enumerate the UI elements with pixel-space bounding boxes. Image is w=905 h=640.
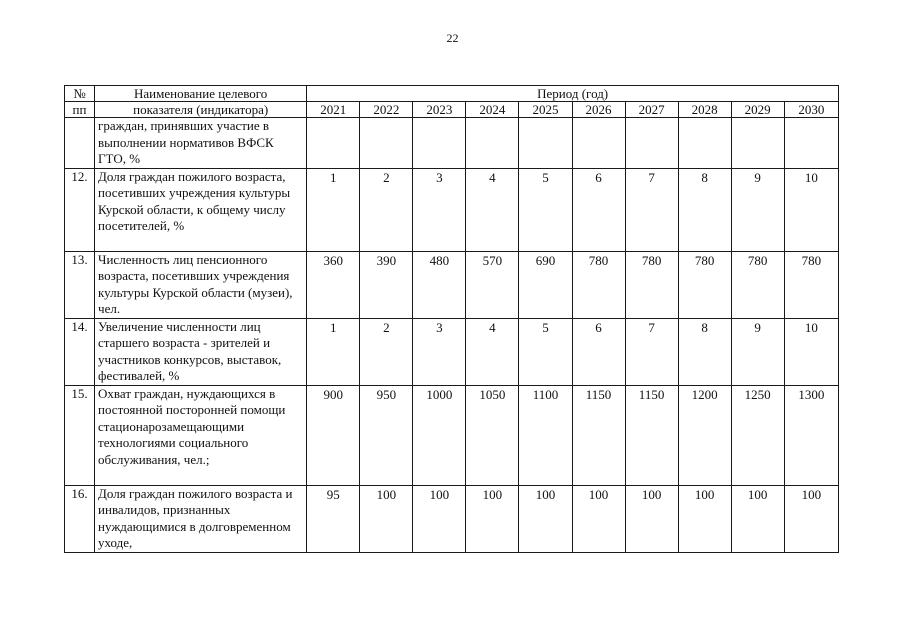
value-cell: 900 [307, 385, 360, 485]
indicators-table [64, 85, 839, 553]
indicator-name [95, 318, 307, 385]
indicator-name-text: Численность лиц пенсионного возраста, посетивших учреждения культуры Курской области (музеи), чел. [98, 251, 293, 316]
value-cell: 7 [625, 168, 678, 251]
value-cell: 10 [784, 318, 838, 385]
value-cell: 100 [731, 485, 784, 552]
value-cell: 10 [784, 168, 838, 251]
value-cell: 1300 [784, 385, 838, 485]
value-cell: 2 [360, 318, 413, 385]
value-cell [360, 118, 413, 169]
value-cell: 780 [731, 251, 784, 318]
value-cell: 690 [519, 251, 572, 318]
value-cell: 100 [678, 485, 731, 552]
value-cell: 390 [360, 251, 413, 318]
value-cell: 1050 [466, 385, 519, 485]
value-cell: 9 [731, 318, 784, 385]
value-cell: 780 [572, 251, 625, 318]
header-year: 2027 [625, 102, 678, 118]
row-number: 14. [65, 318, 95, 385]
value-cell: 4 [466, 318, 519, 385]
header-year: 2022 [360, 102, 413, 118]
value-cell [572, 118, 625, 169]
value-cell: 100 [360, 485, 413, 552]
value-cell: 1 [307, 318, 360, 385]
value-cell [413, 118, 466, 169]
header-year: 2029 [731, 102, 784, 118]
value-cell: 1100 [519, 385, 572, 485]
table-row [65, 118, 839, 169]
row-number: 13. [65, 251, 95, 318]
row-number: 16. [65, 485, 95, 552]
header-year: 2021 [307, 102, 360, 118]
indicator-name [95, 385, 307, 485]
value-cell: 100 [413, 485, 466, 552]
value-cell [466, 118, 519, 169]
value-cell: 360 [307, 251, 360, 318]
value-cell: 780 [625, 251, 678, 318]
row-number: 15. [65, 385, 95, 485]
value-cell [784, 118, 838, 169]
table-row [65, 168, 839, 251]
value-cell [731, 118, 784, 169]
page-number: 22 [446, 31, 459, 45]
value-cell: 100 [625, 485, 678, 552]
value-cell: 6 [572, 318, 625, 385]
indicator-name [95, 118, 307, 169]
value-cell: 950 [360, 385, 413, 485]
value-cell: 1 [307, 168, 360, 251]
value-cell: 7 [625, 318, 678, 385]
header-year: 2026 [572, 102, 625, 118]
indicator-name-text: Доля граждан пожилого возраста и инвалидов, признанных нуждающимися в долговременном уходе, [98, 485, 293, 550]
indicator-name [95, 485, 307, 552]
value-cell: 6 [572, 168, 625, 251]
table-row [65, 318, 839, 385]
indicator-name-text: Доля граждан пожилого возраста, посетивших учреждения культуры Курской области, к общему числу посетителей, % [98, 168, 291, 233]
value-cell: 1250 [731, 385, 784, 485]
indicator-name-text: Увеличение численности лиц старшего возраста - зрителей и участников конкурсов, выставок, фестивалей, % [98, 318, 282, 383]
value-cell: 4 [466, 168, 519, 251]
value-cell: 1150 [625, 385, 678, 485]
value-cell: 1000 [413, 385, 466, 485]
value-cell: 480 [413, 251, 466, 318]
header-year: 2023 [413, 102, 466, 118]
value-cell [625, 118, 678, 169]
header-name-line1: Наименование целевого [95, 86, 307, 102]
value-cell: 5 [519, 168, 572, 251]
value-cell: 95 [307, 485, 360, 552]
value-cell: 100 [466, 485, 519, 552]
header-num-line2: пп [65, 102, 95, 118]
value-cell: 3 [413, 168, 466, 251]
table-row [65, 251, 839, 318]
header-period: Период (год) [307, 86, 839, 102]
header-year: 2028 [678, 102, 731, 118]
value-cell: 100 [572, 485, 625, 552]
value-cell: 1150 [572, 385, 625, 485]
value-cell: 5 [519, 318, 572, 385]
header-row-2 [65, 102, 839, 118]
indicator-name-text: граждан, принявших участие в выполнении нормативов ВФСК ГТО, % [98, 118, 274, 166]
value-cell [678, 118, 731, 169]
value-cell: 780 [784, 251, 838, 318]
indicator-name [95, 168, 307, 251]
value-cell: 8 [678, 318, 731, 385]
indicator-name-text: Охват граждан, нуждающихся в постоянной посторонней помощи стационарозамещающими технологиями социального обслуживания, чел.; [98, 385, 286, 467]
header-year: 2030 [784, 102, 838, 118]
header-name-line2: показателя (индикатора) [95, 102, 307, 118]
table-row [65, 385, 839, 485]
value-cell: 8 [678, 168, 731, 251]
indicator-name [95, 251, 307, 318]
table-header [65, 86, 839, 118]
value-cell: 570 [466, 251, 519, 318]
value-cell: 780 [678, 251, 731, 318]
table-body [65, 118, 839, 553]
header-year: 2025 [519, 102, 572, 118]
value-cell [307, 118, 360, 169]
header-year: 2024 [466, 102, 519, 118]
header-num-line1: № [65, 86, 95, 102]
value-cell: 100 [784, 485, 838, 552]
row-number [65, 118, 95, 169]
row-number: 12. [65, 168, 95, 251]
value-cell [519, 118, 572, 169]
value-cell: 9 [731, 168, 784, 251]
value-cell: 100 [519, 485, 572, 552]
table-row [65, 485, 839, 552]
header-row-1 [65, 86, 839, 102]
value-cell: 1200 [678, 385, 731, 485]
value-cell: 3 [413, 318, 466, 385]
value-cell: 2 [360, 168, 413, 251]
